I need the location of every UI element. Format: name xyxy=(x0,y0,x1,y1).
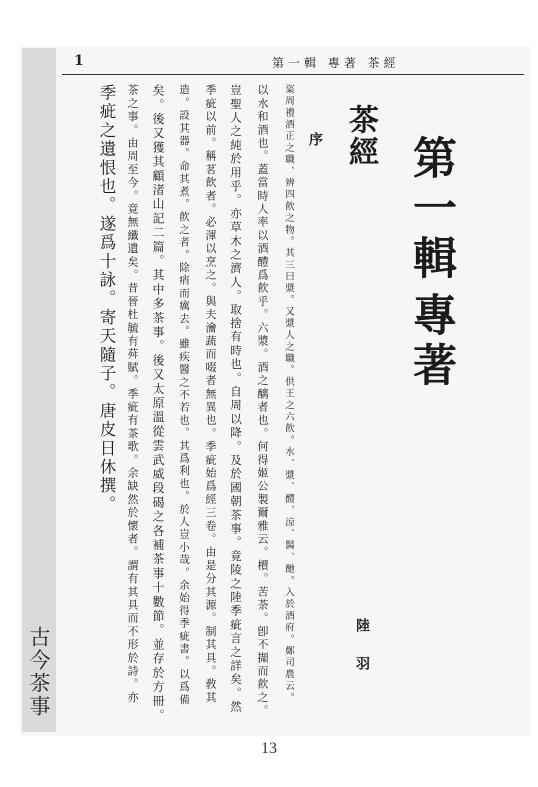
body-line: 以水和酒也。蓋當時人率以酒醴爲飮乎。六漿。酒之醨者也。何得姬公製爾雅云。檟。苦荼。卽不擷而飮之。 xyxy=(256,84,269,718)
running-head-page-number: 1 xyxy=(74,53,84,69)
body-line: 豈聖人之純於用乎。亦草木之濟人。取捨有時也。自周以降。及於國朝茶事。竟陵之陸季疵言之詳矣。然 xyxy=(229,84,243,715)
page-footer-number: 13 xyxy=(261,740,277,757)
chapter-subtitle: 專著 xyxy=(405,292,456,392)
body-line: 造。設其器。命其煮。飮之者。除痟而癘去。雖疾醫之不若也。其爲利也。於人豈小哉。余始得季疵書。以爲備 xyxy=(178,84,190,707)
body-line: 季疵以前。稱茗飮者。必渾以烹之。與夫瀹蔬而啜者無異也。季疵始爲經三卷。由是分其源。制其具。敎其 xyxy=(204,84,217,705)
body-line: 茶之事。由周至今。竟無纖遺矣。昔晉杜毓有荈賦。季疵有茶歌。余缺然於懷者。謂有其具而不形於詩。亦 xyxy=(126,84,139,705)
body-line: 粢周禮酒正之職、辨四飮之物。其三曰漿。又漿人之職。供王之六飮。水、漿、醴、涼、醫、酏。入於酒府。鄭司農云。 xyxy=(283,84,294,705)
body-line: 矣。後又獲其顧渚山記二篇。其中多茶事。後又太原溫從雲武威段碣之各補茶事十數節。並存於方冊。 xyxy=(151,84,165,723)
book-title: 茶經 xyxy=(343,104,378,168)
section-heading: 序 xyxy=(307,132,323,146)
chapter-title: 第一輯 xyxy=(405,135,456,285)
side-label: 古今茶事 xyxy=(27,626,51,718)
running-head-title: 第一輯 專著 茶經 xyxy=(272,56,400,70)
body-line: 季疵之遺恨也。遂爲十詠。寄天隨子。唐皮日休撰。 xyxy=(97,84,116,515)
running-head xyxy=(62,52,524,75)
author-name: 陸羽 xyxy=(354,618,370,694)
